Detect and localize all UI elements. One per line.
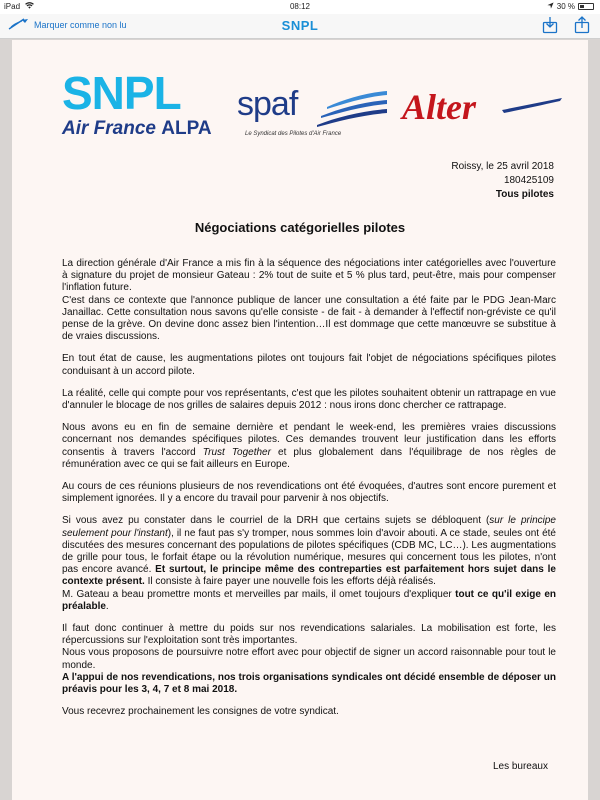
paragraph-7-part-1: Il faut donc continuer à mettre du poids sur nos revendications salariales. La mobilisation est forte, les répercussions sur l'exploitation sont très importantes.	[62, 623, 556, 647]
attachment-document[interactable]	[12, 40, 588, 800]
status-time: 08:12	[289, 2, 311, 11]
download-icon[interactable]	[542, 16, 558, 39]
device-name: iPad	[4, 2, 21, 11]
snpl-subtitle-alpa: ALPA	[161, 118, 212, 139]
paragraph-6-bold: Et surtout, le principe même des contreparties est parfaitement hors sujet dans le contexte présent.	[62, 564, 556, 588]
reference-number: 180425109	[503, 175, 554, 186]
location-icon	[547, 2, 554, 11]
paragraph-4-text-b: et plus globalement dans l'équilibrage de nos règles de rémunération avec ce qui se fait ailleurs en Europe.	[62, 446, 556, 470]
place-date: Roissy, le 25 avril 2018	[451, 161, 554, 172]
recipients: Tous pilotes	[495, 189, 554, 200]
paragraph-3: La réalité, celle qui compte pour vos représentants, c'est que les pilotes souhaitent obtenir un rattrapage en vue d'annuler le blocage de nos grilles de salaires depuis 2012 : nous irons donc chercher ce rattrapage.	[62, 387, 556, 412]
paragraph-8: Vous recevrez prochainement les consignes de votre syndicat.	[62, 706, 339, 718]
mark-unread-label: Marquer comme non lu	[34, 20, 127, 30]
alter-swoosh-icon	[502, 96, 562, 116]
document-title: Négociations catégorielles pilotes	[194, 220, 406, 235]
paragraph-1	[62, 258, 556, 343]
letter-header	[451, 160, 554, 202]
paragraph-2: En tout état de cause, les augmentations pilotes ont toujours fait l'objet de négociations spécifiques pilotes conduisant à un accord pilote.	[62, 353, 556, 377]
spaf-tagline: Le Syndicat des Pilotes d'Air France	[245, 131, 342, 137]
alter-logo	[402, 86, 562, 136]
share-icon[interactable]	[574, 16, 590, 39]
message-title: SNPL	[281, 18, 319, 33]
status-bar	[0, 0, 600, 14]
paragraph-6-text-e: .	[105, 600, 109, 612]
mail-toolbar	[0, 14, 600, 39]
snpl-logo-text: SNPL	[62, 67, 181, 119]
paragraph-4-text-a: Nous avons eu en fin de semaine dernière et pendant le week-end, les premières vraies discussions concernant nos demandes spécifiques pilotes. Ces demandes trouvent leur justification dans les efforts consentis à travers l'accord	[62, 422, 556, 458]
spaf-logo-text: spaf	[237, 85, 298, 123]
paragraph-6-emphasis: sur le principe seulement pour l'instant	[62, 515, 556, 539]
snpl-logo-subtitle	[62, 118, 212, 140]
mark-unread-button[interactable]	[8, 17, 127, 33]
snpl-logo	[62, 67, 212, 140]
paragraph-6-text-a: Si vous avez pu constater dans le courriel de la DRH que certains sujets se débloquent (	[62, 515, 490, 527]
paragraph-5: Au cours de ces réunions plusieurs de nos revendications ont été évoquées, d'autres sont encore purement et simplement ignorées. Il y a encore du travail pour parvenir à nos objectifs.	[62, 481, 556, 505]
paragraph-1-part-2: C'est dans ce contexte que l'annonce publique de lancer une consultation a été faite par le PDG Jean-Marc Janaillac. Cette consultation nous savons qu'elle consiste - de fait - à demander à l'effectif non-gréviste ce qu'il pense de la grève. On devine donc assez bien l'intention…Il est dommage que cette manœuvre se substitue à de vraies discussions.	[62, 294, 556, 343]
paragraph-7-bold: A l'appui de nos revendications, nos trois organisations syndicales ont décidé ensemble de déposer un préavis pour les 3, 4, 7 et 8 mai 2018.	[62, 671, 556, 696]
battery-percent: 30 %	[556, 2, 575, 11]
paragraph-6-text-c: Il consiste à faire payer une nouvelle fois les efforts déjà réalisés.	[144, 576, 436, 588]
snpl-subtitle-airfrance: Air France	[62, 118, 156, 139]
paragraph-6	[62, 515, 556, 613]
signature: Les bureaux	[492, 761, 548, 772]
paragraph-7	[62, 623, 556, 696]
envelope-icon	[8, 17, 30, 33]
spaf-stripes-icon	[317, 87, 387, 129]
battery-icon	[578, 3, 594, 10]
paragraph-7-part-2: Nous vous proposons de poursuivre notre effort avec pour objectif de signer un accord raisonnable pour tout le monde.	[62, 647, 556, 671]
paragraph-6-bold-2: tout ce qu'il exige en préalable	[62, 588, 556, 612]
toolbar-actions	[542, 16, 590, 39]
paragraph-1-part-1: La direction générale d'Air France a mis fin à la séquence des négociations inter catégorielles avec l'ouverture à signature du projet de monsieur Gateau : 2% tout de suite et 5 % plus tard, peut-être, mais pour compenser l'inflation future.	[62, 258, 556, 294]
alter-logo-text: Alter	[402, 87, 477, 127]
status-right	[547, 2, 594, 11]
paragraph-6-text-d: M. Gateau a beau promettre monts et merveilles par mails, il omet toujours d'expliquer	[62, 588, 456, 600]
paragraph-6-text-b: ), il ne faut pas s'y tromper, nous sommes loin d'avoir abouti. A ce stade, seules ont été discutées des mesures concernant des populations de pilotes spécifiques (CDB MC, LC…). Les augmentations de grille pour tous, le forfait étape ou la révolution numérique, mesures qui concernent tous les pilotes, n'ont pas encore avancé.	[62, 527, 556, 576]
spaf-logo	[237, 85, 387, 145]
paragraph-4	[62, 422, 556, 471]
paragraph-4-emphasis: Trust Together	[202, 446, 271, 458]
union-logos	[12, 40, 588, 150]
letter-body	[62, 258, 556, 729]
